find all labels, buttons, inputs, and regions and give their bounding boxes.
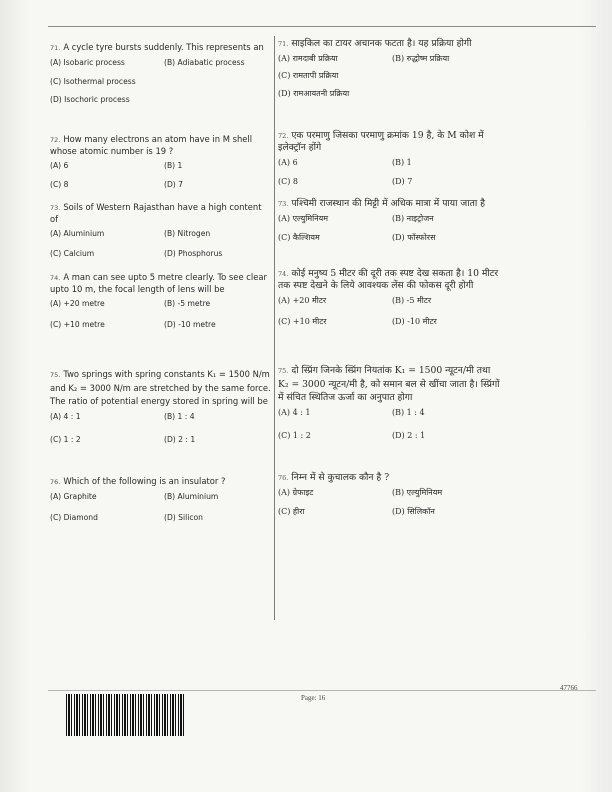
option-a: (A) Graphite xyxy=(50,492,97,501)
option-a: (A) 6 xyxy=(50,161,69,170)
option-b: (B) एल्युमिनियम xyxy=(392,488,443,497)
option-a: (A) Isobaric process xyxy=(50,58,125,67)
question-76-english xyxy=(50,476,272,523)
option-c: (C) 1 : 2 xyxy=(278,431,311,440)
option-a: (A) 4 : 1 xyxy=(278,408,311,417)
option-d: (D) Isochoric process xyxy=(50,95,130,104)
option-b: (B) -5 मीटर xyxy=(392,296,432,305)
bottom-rule xyxy=(48,690,596,691)
option-b: (B) Nitrogen xyxy=(164,229,211,238)
option-b: (B) 1 xyxy=(392,158,412,167)
top-rule xyxy=(48,26,596,27)
question-text: Soils of Western Rajasthan have a high content of xyxy=(50,202,262,224)
option-d: (D) 2 : 1 xyxy=(392,431,426,440)
option-c: (C) Isothermal process xyxy=(50,77,136,86)
question-73-english xyxy=(50,202,272,259)
question-text: How many electrons an atom have in M shell whose atomic number is 19 ? xyxy=(50,134,253,156)
option-d: (D) -10 metre xyxy=(164,320,216,329)
question-text: निम्न में से कुचालक कौन है ? xyxy=(291,472,390,483)
option-d: (D) रामआयतनी प्रक्रिया xyxy=(278,89,350,98)
option-d: (D) 7 xyxy=(392,177,413,186)
option-c: (C) कैल्शियम xyxy=(278,233,320,242)
option-a: (A) ग्रेफाइट xyxy=(278,488,314,497)
question-75-hindi xyxy=(278,364,500,441)
question-text: दो स्प्रिंग जिनके स्प्रिंग नियतांक K₁ = 1500 न्यूटन/मी तथा K₂ = 3000 न्यूटन/मी है, को समान बल से खींचा जाता है। स्प्रिंगों में संचित स्थितिज ऊर्जा का अनुपात होगा xyxy=(278,365,500,403)
option-a: (A) +20 मीटर xyxy=(278,296,327,305)
question-text: A cycle tyre bursts suddenly. This represents an xyxy=(63,42,264,52)
question-72-english xyxy=(50,134,272,190)
option-c: (C) 8 xyxy=(278,177,298,186)
page-number: Page: 16 xyxy=(301,694,326,702)
question-number: 71. xyxy=(278,40,289,48)
question-74-hindi xyxy=(278,268,500,327)
booklet-code: 47766 xyxy=(560,684,578,692)
question-text: Which of the following is an insulator ? xyxy=(63,476,226,486)
question-number: 73. xyxy=(50,204,61,212)
question-number: 71. xyxy=(50,44,61,52)
option-c: (C) +10 metre xyxy=(50,320,105,329)
question-text: एक परमाणु जिसका परमाणु क्रमांक 19 है, के M कोश में इलेक्ट्रॉन होंगे xyxy=(278,130,484,153)
question-number: 76. xyxy=(50,478,61,486)
option-a: (A) Aluminium xyxy=(50,229,105,238)
question-76-hindi xyxy=(278,472,500,517)
question-75-english xyxy=(50,368,272,445)
option-a: (A) 4 : 1 xyxy=(50,412,81,421)
question-text: Two springs with spring constants K₁ = 1500 N/m and K₂ = 3000 N/m are stretched by the same force. The ratio of potential energy stored in spring will be xyxy=(50,369,271,406)
option-b: (B) नाइट्रोजन xyxy=(392,214,434,223)
option-b: (B) Adiabatic process xyxy=(164,58,245,67)
option-b: (B) -5 metre xyxy=(164,299,211,308)
option-b: (B) Aluminium xyxy=(164,492,219,501)
question-number: 75. xyxy=(50,371,61,379)
option-d: (D) -10 मीटर xyxy=(392,317,437,326)
option-d: (D) Silicon xyxy=(164,513,203,522)
question-74-english xyxy=(50,272,272,330)
question-text: A man can see upto 5 metre clearly. To see clear upto 10 m, the focal length of lens will be xyxy=(50,272,267,294)
option-c: (C) 8 xyxy=(50,180,69,189)
question-number: 73. xyxy=(278,200,289,208)
column-divider xyxy=(274,36,275,620)
option-d: (D) 7 xyxy=(164,180,184,189)
question-text: कोई मनुष्य 5 मीटर की दूरी तक स्पष्ट देख सकता है। 10 मीटर तक स्पष्ट देखने के लिये आवश्यक लेंस की फोकस दूरी होगी xyxy=(278,268,499,291)
option-b: (B) 1 : 4 xyxy=(164,412,195,421)
option-d: (D) Phosphorus xyxy=(164,249,223,258)
barcode xyxy=(66,694,184,736)
option-c: (C) 1 : 2 xyxy=(50,435,81,444)
question-text: पश्चिमी राजस्थान की मिट्टी में अधिक मात्रा में पाया जाता है xyxy=(291,198,486,209)
option-d: (D) फॉस्फोरस xyxy=(392,233,436,242)
option-a: (A) +20 metre xyxy=(50,299,105,308)
option-d: (D) 2 : 1 xyxy=(164,435,196,444)
question-73-hindi xyxy=(278,198,500,243)
option-c: (C) +10 मीटर xyxy=(278,317,327,326)
question-number: 72. xyxy=(278,132,289,140)
option-d: (D) सिलिकॉन xyxy=(392,507,435,516)
question-text: साइकिल का टायर अचानक फटता है। यह प्रक्रिया होगी xyxy=(291,38,472,49)
question-71-english xyxy=(50,42,272,105)
question-71-hindi xyxy=(278,38,500,99)
option-c: (C) Diamond xyxy=(50,513,98,522)
question-number: 75. xyxy=(278,367,289,375)
option-a: (A) 6 xyxy=(278,158,298,167)
option-a: (A) रामदाबी प्रक्रिया xyxy=(278,54,338,63)
option-c: (C) Calcium xyxy=(50,249,95,258)
question-number: 74. xyxy=(50,274,61,282)
question-number: 74. xyxy=(278,270,289,278)
question-72-hindi xyxy=(278,130,500,187)
question-number: 76. xyxy=(278,474,289,482)
option-c: (C) रामतापी प्रक्रिया xyxy=(278,71,339,80)
option-b: (B) रुद्धोष्म प्रक्रिया xyxy=(392,54,450,63)
option-a: (A) एल्युमिनियम xyxy=(278,214,329,223)
question-number: 72. xyxy=(50,136,61,144)
option-b: (B) 1 : 4 xyxy=(392,408,425,417)
option-b: (B) 1 xyxy=(164,161,183,170)
option-c: (C) हीरा xyxy=(278,507,305,516)
